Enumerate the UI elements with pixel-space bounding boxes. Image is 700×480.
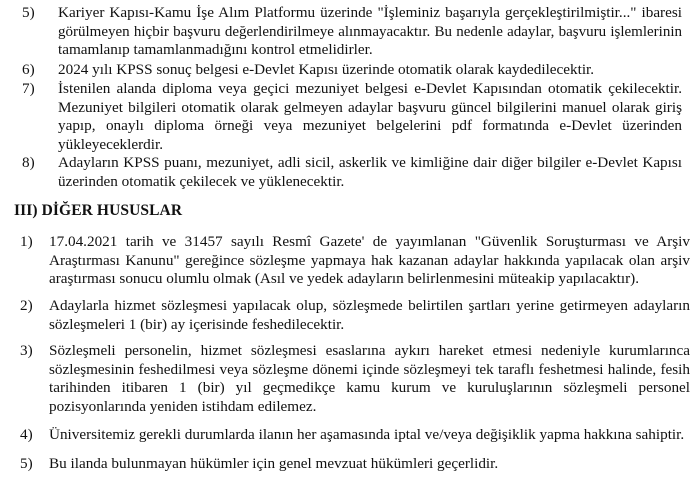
list-item-bottom-1: [0, 233, 690, 289]
list-item-top-8: [0, 154, 682, 191]
text-line: İstenilen alanda diploma veya geçici mezuniyet belgesi e-Devlet Kapısından otomatik çekilecektir.: [58, 80, 682, 97]
text-line: görülmeyen hiçbir başvuru değerlendirilmeye alınmayacaktır. Bu nedenle adaylar, başvuru işlemlerinin: [58, 23, 682, 40]
text-line: sözleşmeleri 1 (bir) ay içerisinde feshedilecektir.: [49, 315, 345, 333]
text-line: Mezuniyet bilgileri otomatik olarak gelmeyen adaylar başvuru güncel bilgilerini manuel olarak giriş: [58, 98, 682, 116]
text-line: tarihinden itibaren 1 (bir) yıl geçmedikçe kamu kurum ve kuruluşlarının sözleşmeli personel: [49, 379, 690, 396]
text-line: Araştırması Kanunu" gereğince sözleşme yapmaya hak kazanan adaylar hakkında yapılacak olan arşiv: [49, 251, 690, 269]
text-line: tamamlanıp tamamlanmadığını kontrol etmelidirler.: [58, 41, 373, 58]
item-number: 2): [20, 297, 33, 314]
text-line: üzerinden otomatik çekilecek ve yüklenecektir.: [58, 172, 345, 190]
text-line: pozisyonlarında yeniden istihdam edilemez.: [49, 397, 317, 415]
text-line: Sözleşmeli personelin, hizmet sözleşmesi esaslarına aykırı hareket etmesi nedeniyle kurumlarınca: [49, 342, 690, 359]
text-line: Bu ilanda bulunmayan hükümler için genel mevzuat hükümleri geçerlidir.: [49, 455, 499, 472]
item-number: 8): [22, 154, 35, 171]
item-text: [49, 426, 690, 445]
text-line: 2024 yılı KPSS sonuç belgesi e-Devlet Kapısı üzerinde otomatik olarak kaydedilecektir.: [58, 61, 595, 78]
item-text: [49, 342, 690, 416]
item-number: 4): [20, 426, 33, 443]
list-item-top-7: [0, 80, 682, 154]
text-line: Adayların KPSS puanı, mezuniyet, adli sicil, askerlik ve kimliğine dair diğer bilgiler e-Devlet Kapısı: [58, 154, 682, 171]
section-heading: III) DİĞER HUSUSLAR: [14, 202, 183, 219]
item-text: [58, 80, 682, 154]
list-item-bottom-4: [0, 426, 690, 445]
item-number: 1): [20, 233, 33, 250]
item-number: 6): [22, 61, 35, 78]
text-line: yapıp, onaylı diploma örneği veya mezuniyet belgelerini pdf formatında e-Devlet üzerinden: [58, 117, 682, 134]
text-line: Adaylarla hizmet sözleşmesi yapılacak olup, sözleşmede belirtilen şartları yerine getirmeyen adayların: [49, 297, 690, 314]
list-item-bottom-5: [0, 455, 690, 474]
list-item-top-5: [0, 4, 682, 60]
list-item-top-6: [0, 61, 682, 80]
item-text: [49, 233, 690, 289]
item-number: 3): [20, 342, 33, 359]
text-line: Üniversitemiz gerekli durumlarda ilanın her aşamasında iptal ve/veya değişiklik yapma hakkına sahiptir.: [49, 426, 685, 443]
item-number: 5): [20, 455, 33, 472]
text-line: Kariyer Kapısı-Kamu İşe Alım Platformu üzerinde "İşleminiz başarıyla gerçekleştirilmiştir..." ibaresi: [58, 4, 682, 21]
text-line: sözleşmesinin feshedilmesi veya sözleşme dönemi içinde sözleşmeyi tek taraflı feshetmesi halinde, fesih: [49, 360, 690, 378]
item-text: [58, 154, 682, 191]
item-number: 5): [22, 4, 35, 21]
list-item-bottom-2: [0, 297, 690, 334]
text-line: araştırması sonucu olumlu olmak (Asıl ve yedek adayların belirlenmesini müteakip yapılacaktır).: [49, 270, 640, 287]
item-text: [49, 455, 690, 474]
item-text: [58, 61, 682, 80]
item-text: [58, 4, 682, 60]
item-number: 7): [22, 80, 35, 97]
text-line: yükleyeceklerdir.: [58, 135, 163, 153]
text-line: 17.04.2021 tarih ve 31457 sayılı Resmî Gazete' de yayımlanan "Güvenlik Soruşturması ve Arşiv: [49, 233, 690, 250]
item-text: [49, 297, 690, 334]
list-item-bottom-3: [0, 342, 690, 416]
